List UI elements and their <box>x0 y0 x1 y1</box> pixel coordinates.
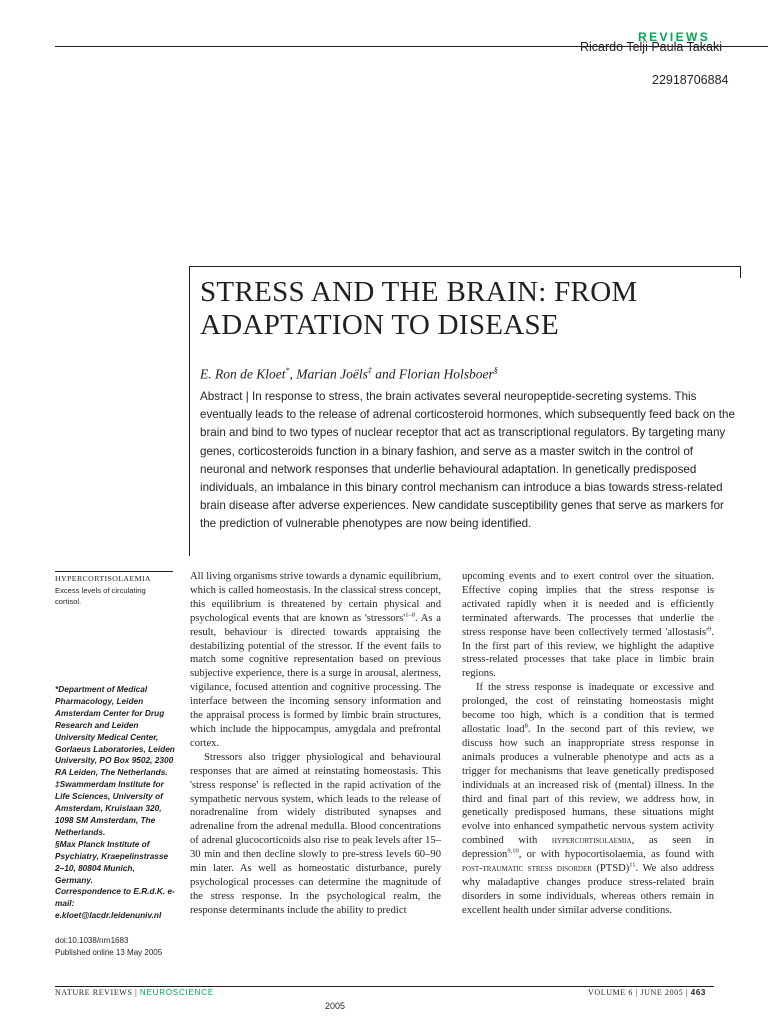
page-number: 463 <box>690 988 706 997</box>
affiliation: §Max Planck Institute of Psychiatry, Kraepelinstrasse 2–10, 80804 Munich, Germany. <box>55 838 169 885</box>
affiliation-mark: § <box>493 366 498 375</box>
text-run: (PTSD) <box>591 863 630 875</box>
author-name: E. Ron de Kloet <box>200 366 286 382</box>
affiliation-mark: * <box>285 366 290 375</box>
reference: 9,10 <box>507 847 519 855</box>
author-name: Florian Holsboer <box>398 366 494 382</box>
affiliation: *Department of Medical Pharmacology, Leiden Amsterdam Center for Drug Research and Leiden University Medical Center, Gorlaeus Laboratories, Leiden University, PO Box 9502, 2300 RA Leiden, The Netherlands. <box>55 684 175 778</box>
text-run: upcoming events and to exert control over the situation. Effective coping implies that the stress response is activated rapidly when it is needed and is efficiently terminated afterwards. The processes that underlie the stress response have been collectively termed 'allostasis' <box>462 571 714 638</box>
sidebar-rule <box>55 571 173 572</box>
year-label: 2005 <box>325 1001 346 1011</box>
text-run: . In the second part of this review, we discuss how such an inappropriate stress response in animals produces a vulnerable phenotype and acts as a trigger for mechanisms that leave genetically predisposed individuals at an increased risk of (mental) illness. In the third and final part of this review, we address how, in genetically predisposed humans, these situations might evolve into enhanced sympathetic nervous system activity combined with <box>462 723 714 847</box>
affiliation: ‡Swammerdam Institute for Life Sciences, University of Amsterdam, Kruislaan 320, 1098 SM Amsterdam, The Netherlands. <box>55 779 164 837</box>
body-column-1 <box>190 570 441 918</box>
title-frame-top <box>189 266 741 267</box>
title-frame-left <box>189 266 190 556</box>
author-separator: , <box>289 366 297 382</box>
section-label: REVIEWS <box>638 30 711 44</box>
footer-rule <box>55 986 714 987</box>
paragraph <box>190 570 441 751</box>
author-name: Marian Joëls <box>296 366 368 382</box>
volume-date: VOLUME 6 | JUNE 2005 | <box>588 988 691 997</box>
abstract-label: Abstract | <box>200 390 252 403</box>
title-frame-right <box>740 266 741 278</box>
paragraph <box>462 681 714 917</box>
text-run: , as seen in depression <box>462 835 715 861</box>
journal-section: NEUROSCIENCE <box>139 988 214 997</box>
article-authors <box>200 362 730 384</box>
glossary-link[interactable]: post-traumatic stress disorder <box>462 863 592 875</box>
affiliations <box>55 684 175 922</box>
abstract-text: In response to stress, the brain activates several neuropeptide-secreting systems. This eventually leads to the release of adrenal corticosteroid hormones, which subsequently feed back on the brain and bind to two types of nuclear receptor that act as transcriptional regulators. By targeting many genes, corticosteroids function in a binary fashion, and serve as a master switch in the control of neuronal and network responses that underlie behavioural adaptation. In genetically predisposed individuals, an imbalance in this binary control mechanism can introduce a bias towards stress-related brain disease after adverse experiences. New candidate susceptibility genes that serve as markers for the prediction of vulnerable phenotypes are now being identified. <box>200 390 735 531</box>
glossary-definition: Excess levels of circulating cortisol. <box>55 586 146 606</box>
paragraph: Stressors also trigger physiological and behavioural responses that are aimed at reinstating homeostasis. This 'stress response' is reflected in the rapid activation of the sympathetic nervous system, which leads to the release of noradrenaline from widely distributed synapses and adrenaline from the adrenal medulla. Blood concentrations of adrenal glucocorticoids also rise to peak levels after 15–30 min and then decline slowly to pre-stress levels 60–90 min later. As well as homeostatic disturbance, purely psychological processes can determine the magnitude of the stress response. In the psychological realm, the response determinants include the ability to predict <box>190 751 441 916</box>
doi-block <box>55 935 162 958</box>
reference: 8 <box>524 722 528 730</box>
author-separator: and <box>371 366 399 382</box>
paragraph <box>462 570 714 681</box>
journal-title: NATURE REVIEWS | <box>55 988 140 997</box>
text-run: . In the first part of this review, we highlight the adaptive stress-related processes that take place in limbic brain regions. <box>462 626 714 680</box>
text-run: , or with hypocortisolaemia, as found with <box>518 849 714 861</box>
reference: 1–8 <box>405 611 415 619</box>
article-title: STRESS AND THE BRAIN: FROM ADAPTATION TO DISEASE <box>200 276 638 341</box>
abstract <box>200 388 735 534</box>
body-column-2 <box>462 570 714 918</box>
document-id: 22918706884 <box>652 73 729 87</box>
correspondence: Correspondence to E.R.d.K. e-mail: e.kloet@lacdr.leidenuniv.nl <box>55 886 175 921</box>
affiliation-mark: ‡ <box>367 366 372 375</box>
reference: 9 <box>708 625 712 633</box>
glossary-link[interactable]: hypercortisolaemia <box>551 835 632 847</box>
journal-name <box>55 988 214 997</box>
reference: 11 <box>629 861 636 869</box>
issue-info <box>588 988 706 997</box>
text-run: If the stress response is inadequate or excessive and prolonged, the cost of reinstating homeostasis might become too high, which is a condition that is termed allostatic load <box>462 682 714 735</box>
text-run: . We also address why maladaptive changes produce stress-related brain disorders in some individuals, whereas others remain in excellent health under similar adverse conditions. <box>462 863 714 916</box>
text-run: . As a result, behaviour is directed towards appraising the destabilizing potential of the stressor. If the event fails to match some cognitive representation based on previous subjective experience, there is a surge in arousal, alertness, vigilance, focused attention and cognitive processing. The interface between the incoming sensory information and the appraisal process is formed by limbic brain structures, which include the hippocampus, amygdala and prefrontal cortex. <box>190 612 441 749</box>
doi: doi:10.1038/nrn1683 <box>55 936 129 945</box>
text-run: All living organisms strive towards a dynamic equilibrium, which is called homeostasis. In the classical stress concept, this equilibrium is threatened by certain physical and psychological events that are known as 'stressors' <box>190 571 441 624</box>
published-date: Published online 13 May 2005 <box>55 947 163 957</box>
glossary-term: HYPERCORTISOLAEMIA <box>55 574 151 583</box>
header-authors: Ricardo Telji Paula Takaki <box>580 40 722 54</box>
